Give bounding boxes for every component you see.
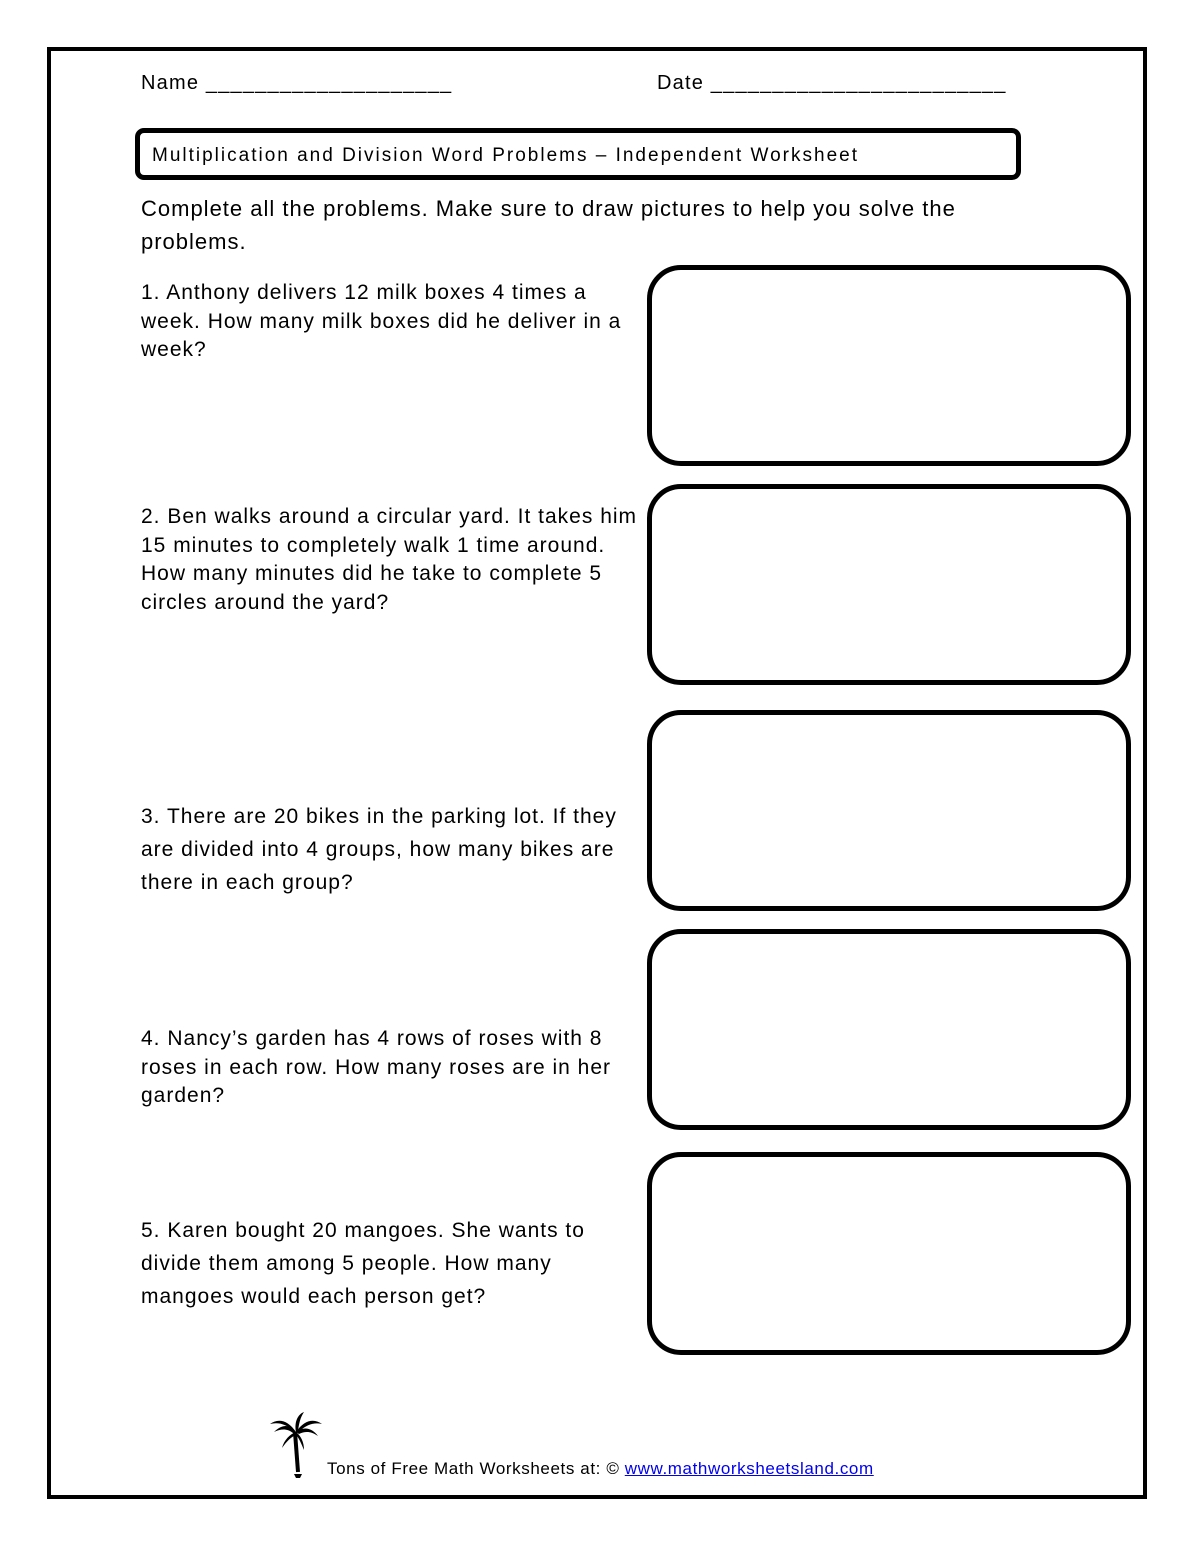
problem-1: 1. Anthony delivers 12 milk boxes 4 times a week. How many milk boxes did he deliver in a week?: [141, 281, 622, 361]
problem-4: 4. Nancy’s garden has 4 rows of roses with 8 roses in each row. How many roses are in her garden?: [141, 1027, 612, 1107]
title-box: [135, 128, 1021, 180]
name-field-label: Name ____________________: [141, 72, 453, 94]
palm-tree-icon: [268, 1410, 324, 1485]
problem-5: 5. Karen bought 20 mangoes. She wants to divide them among 5 people. How many mangoes would each person get?: [141, 1219, 585, 1308]
footer-link[interactable]: www.mathworksheetsland.com: [624, 1459, 874, 1478]
footer-credit: [327, 1459, 874, 1479]
answer-box-5[interactable]: [647, 1152, 1131, 1355]
answer-box-4[interactable]: [647, 929, 1131, 1130]
problem-3: 3. There are 20 bikes in the parking lot. If they are divided into 4 groups, how many bikes are there in each group?: [141, 805, 617, 894]
problem-2: 2. Ben walks around a circular yard. It takes him 15 minutes to completely walk 1 time around. How many minutes did he take to complete 5 circles around the yard?: [141, 505, 638, 614]
answer-box-3[interactable]: [647, 710, 1131, 911]
footer-prefix: Tons of Free Math Worksheets at: ©: [327, 1459, 625, 1478]
answer-box-2[interactable]: [647, 484, 1131, 685]
answer-box-1[interactable]: [647, 265, 1131, 466]
date-field-label: Date ________________________: [657, 72, 1007, 94]
worksheet-title: Multiplication and Division Word Problems – Independent Worksheet: [152, 145, 859, 166]
instructions: Complete all the problems. Make sure to draw pictures to help you solve the problems.: [141, 196, 956, 254]
